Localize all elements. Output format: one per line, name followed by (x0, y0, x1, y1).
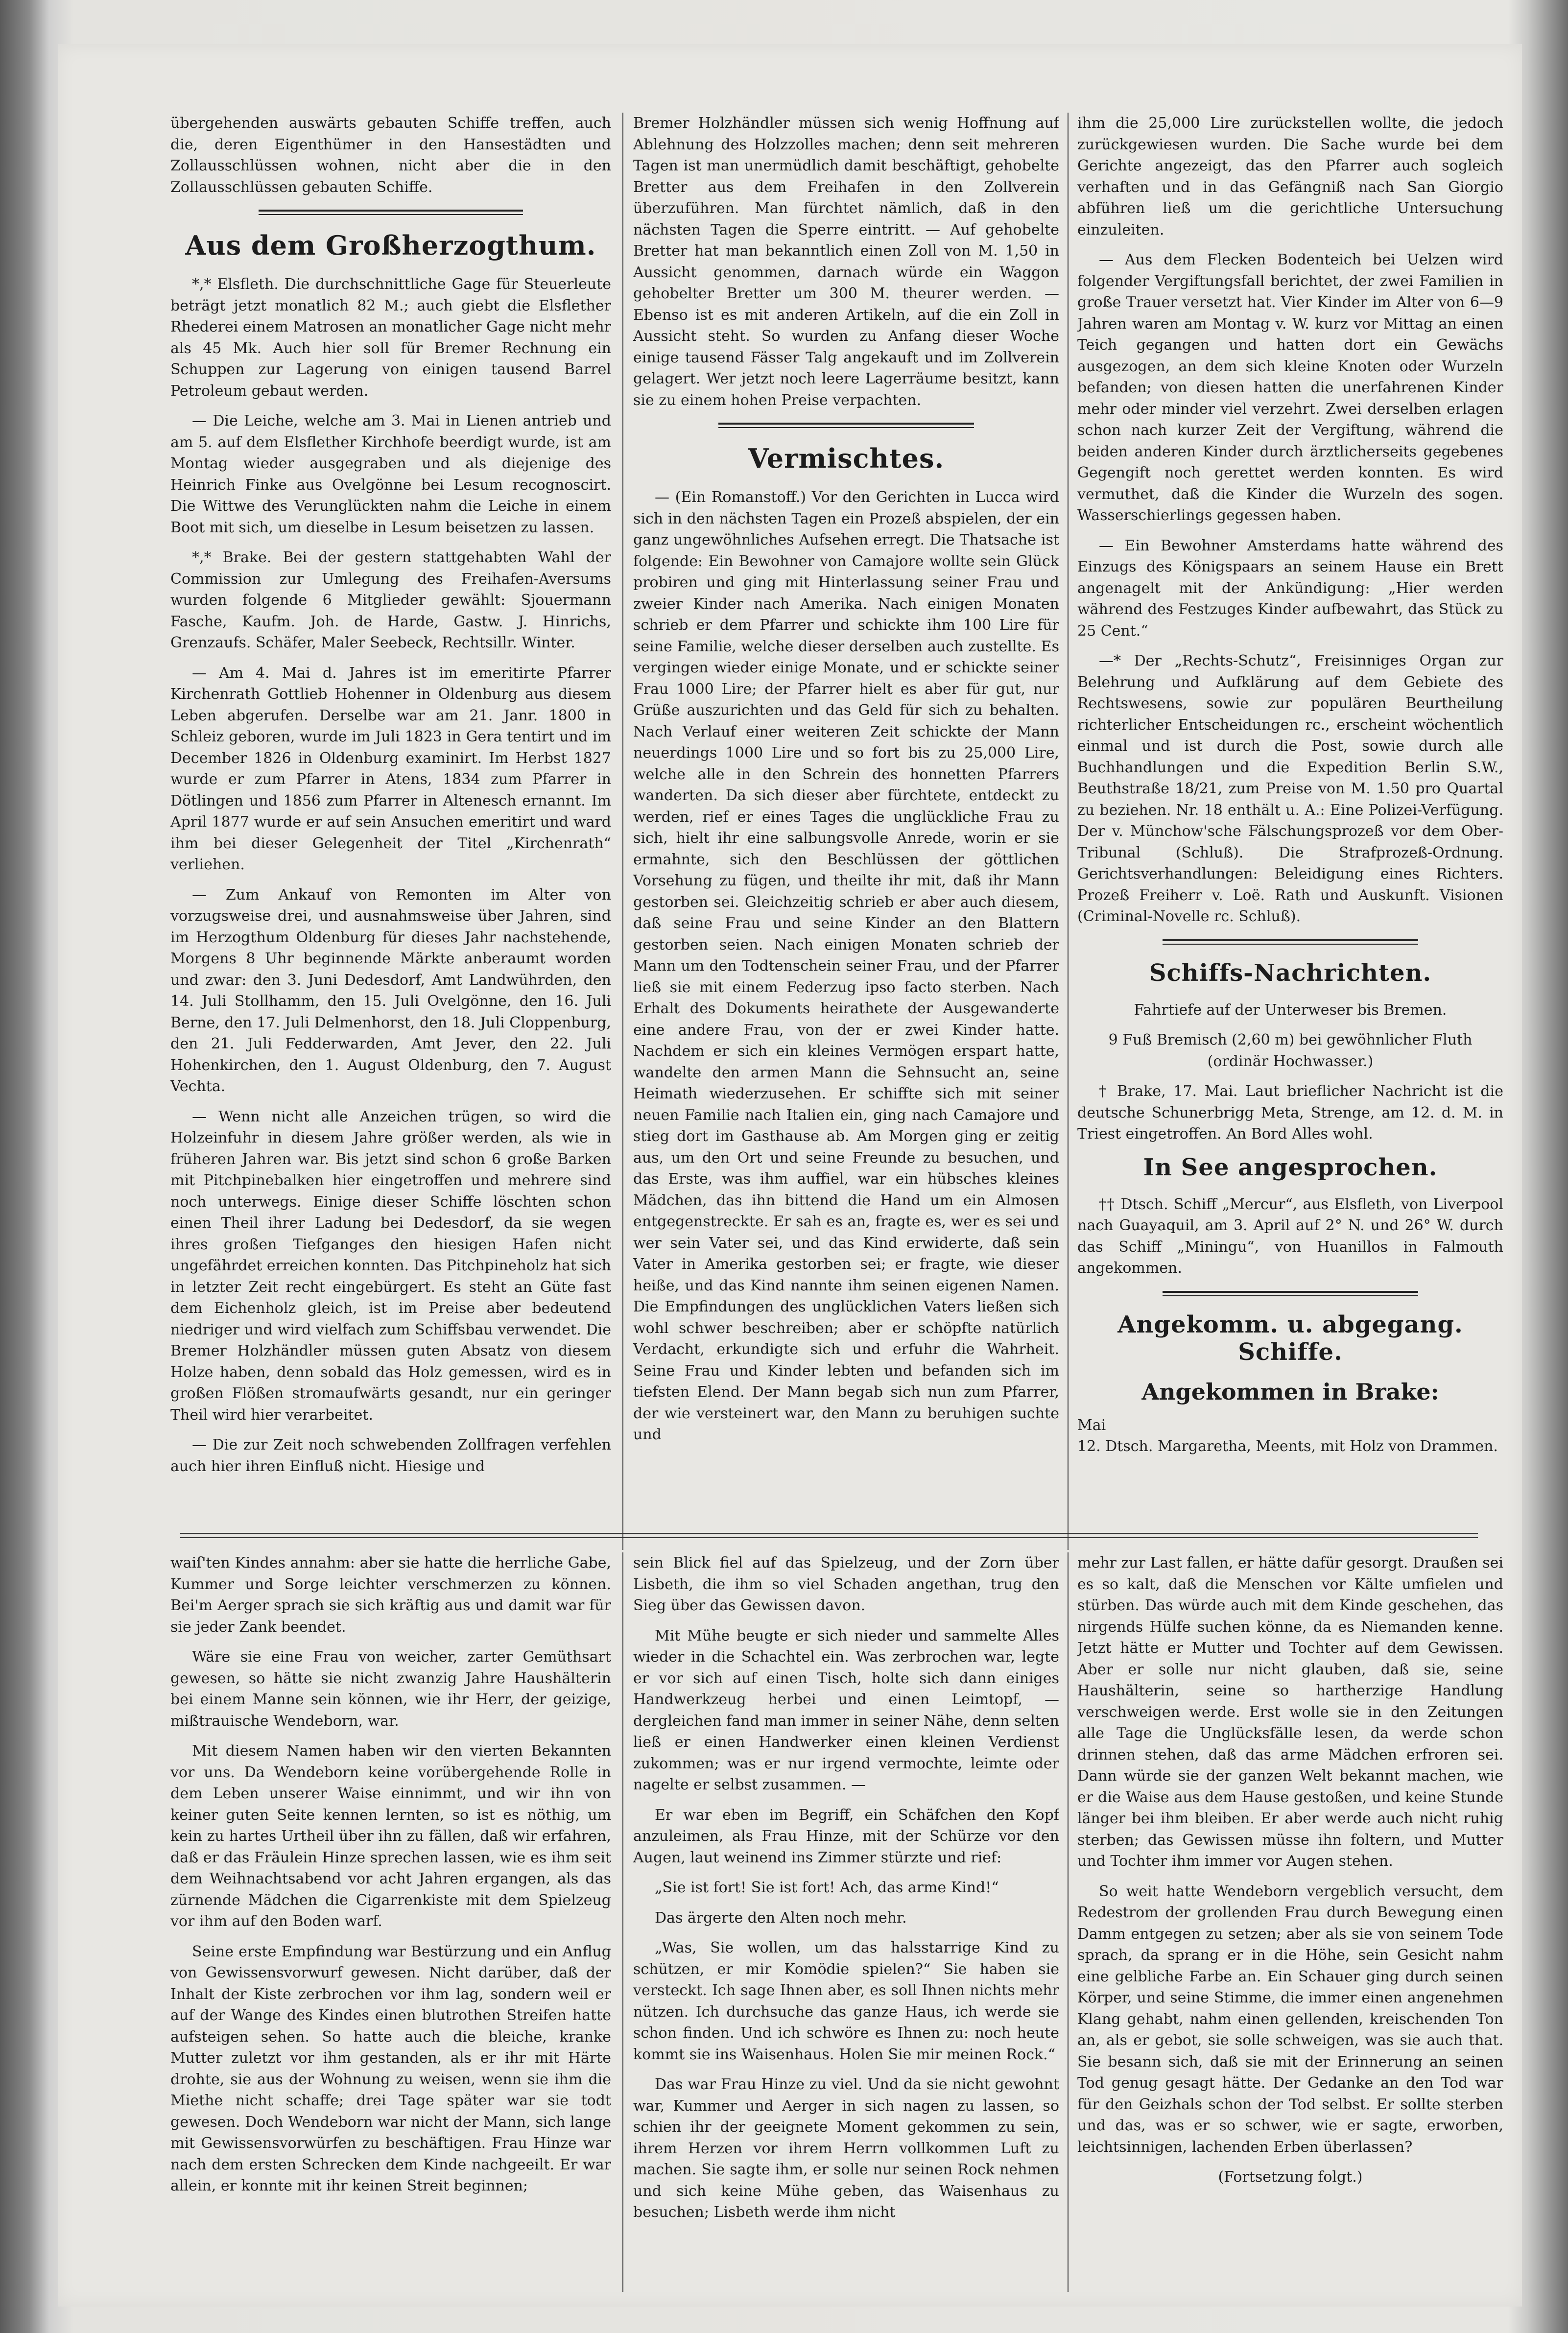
novel-paragraph: Wäre sie eine Frau von weicher, zarter Gemüthsart gewesen, so hätte sie nicht zwanzig Jahre Haushälterin bei einem Manne sein können, wie ihr Herr, der geizige, mißtrauische Wendeborn, war. (170, 1648, 611, 1730)
brake-news: † Brake, 17. Mai. Laut brieflicher Nachricht ist die deutsche Schunerbrigg Meta, Strenge, am 12. d. M. in Triest eingetroffen. An Bord Alles wohl. (1077, 1083, 1503, 1143)
section-rule (1163, 1291, 1418, 1296)
column-rule (622, 1552, 623, 2292)
feuilleton-column-2 (633, 1552, 1059, 2292)
novel-paragraph: Das war Frau Hinze zu viel. Und da sie nicht gewohnt war, Kummer und Aerger in sich nagen zu lassen, so schien ihr der geeignete Moment gekommen zu sein, ihrem Herzen vor ihrem Herrn vollkommen Luft zu machen. Sie sagte ihm, er solle nur seinen Rock nehmen und sich keine Mühe geben, das Waisenhaus zu besuchen; Lisbeth werde ihm nicht (633, 2076, 1059, 2221)
column-rule (1068, 1552, 1069, 2292)
news-item: ihm die 25,000 Lire zurückstellen wollte, die jedoch zurückgewiesen wurden. Die Sache wurde bei dem Gerichte angezeigt, das den Pfarrer auch sogleich verhaften und in das Gefängniß nach San Giorgio abführen ließ um die gerichtliche Untersuchung einzuleiten. (1077, 115, 1503, 238)
news-item: — Aus dem Flecken Bodenteich bei Uelzen wird folgender Vergiftungsfall berichtet, der zwei Familien in große Trauer versetzt hat. Vier Kinder im Alter von 6—9 Jahren waren am Montag v. W. kurz vor Mittag an einen Teich gegangen und hatten dort ein Gewächs ausgezogen, an dem sich kleine Knoten oder Wurzeln befanden; von diesen hatten die unerfahrenen Kinder mehr oder minder viel verzehrt. Zwei derselben erlagen schon nach kurzer Zeit der Vergiftung, während die beiden anderen Kinder durch ärztlicherseits gegebenes Gegengift noch gerettet werden konnten. Es wird vermuthet, daß die Kinder die Wurzeln des sogen. Wasserschierlings gegessen haben. (1077, 251, 1503, 524)
news-item: — Die zur Zeit noch schwebenden Zollfragen verfehlen auch hier ihren Einfluß nicht. Hiesige und (170, 1436, 611, 1475)
novel-paragraph: So weit hatte Wendeborn vergeblich versucht, dem Redestrom der grollenden Frau durch Bewegung einen Damm entgegen zu setzen; aber als sie von seinem Tode sprach, da sprang er in die Höhe, sein Gesicht nahm eine gelbliche Farbe an. Ein Schauer ging durch seinen Körper, und seine Stimme, die immer einen angenehmen Klang gehabt, nahm einen gellenden, kreischenden Ton an, als er gebot, sie solle schweigen, was sie auch that. Sie besann sich, daß sie mit der Erinnerung an seinen Tod genug gesagt hätte. Der Gedanke an den Tod war für den Geizhals schon der Tod selbst. Er sollte sterben und das, was er so schwer, wie er sagte, erworben, leichtsinnigen, lachenden Erben überlassen? (1077, 1882, 1503, 2156)
column-rule (1068, 113, 1069, 1550)
subsection-title-angekommen-brake: Angekommen in Brake: (1141, 1378, 1439, 1405)
section-title-schiffs-nachrichten: Schiffs-Nachrichten. (1149, 959, 1432, 987)
news-item: — Zum Ankauf von Remonten im Alter von vorzugsweise drei, und ausnahmsweise über Jahren, sind im Herzogthum Oldenburg für dieses Jahr nachstehende, Morgens 8 Uhr beginnende Märkte anberaumt worden und zwar: den 3. Juni Dedesdorf, Amt Landwührden, den 14. Juli Stollhamm, den 15. Juli Ovelgönne, den 16. Juli Berne, den 17. Juli Delmenhorst, den 18. Juli Cloppenburg, den 21. Juli Fedderwarden, Amt Jever, den 22. Juli Hohenkirchen, den 1. August Oldenburg, den 7. August Vechta. (170, 886, 611, 1095)
news-item: — Am 4. Mai d. Jahres ist im emeritirte Pfarrer Kirchenrath Gottlieb Hohenner in Oldenburg aus diesem Leben abgerufen. Derselbe war am 21. Janr. 1800 in Schleiz geboren, wurde im Juli 1823 in Gera tentirt und im December 1826 in Oldenburg examinirt. Im Herbst 1827 wurde er zum Pfarrer in Atens, 1834 zum Pfarrer in Dötlingen und 1856 zum Pfarrer in Altenesch ernannt. Im April 1877 wurde er auf sein Ansuchen emeritirt und ward ihm bei dieser Gelegenheit der Titel „Kirchenrath“ verliehen. (170, 664, 611, 873)
novel-paragraph: Er war eben im Begriff, ein Schäfchen den Kopf anzuleimen, als Frau Hinze, mit der Schürze vor den Augen, laut weinend ins Zimmer stürzte und rief: (633, 1806, 1059, 1866)
continuation-note: (Fortsetzung folgt.) (1218, 2168, 1363, 2186)
novel-paragraph: Das ärgerte den Alten noch mehr. (655, 1909, 907, 1927)
novel-paragraph: Seine erste Empfindung war Bestürzung und ein Anflug von Gewissensvorwurf gewesen. Nicht darüber, daß der Inhalt der Kiste zerbrochen vor ihm lag, sondern weil er auf der Wange des Kindes einen blutrothen Streifen hatte aufsteigen sehen. So hatte auch die bleiche, kranke Mutter zuletzt vor ihm gestanden, als er ihr mit Härte drohte, sie aus der Wohnung zu weisen, wenn sie ihm die Miethe nicht schaffe; drei Tage später war sie todt gewesen. Doch Wendeborn war nicht der Mann, sich lange mit Gewissensvorwürfen zu beschäftigen. Frau Hinze war nach dem ersten Schrecken dem Kinde nachgeeilt. Er war allein, er konnte mit ihr keinen Streit beginnen; (170, 1943, 611, 2194)
news-item: — Die Leiche, welche am 3. Mai in Lienen antrieb und am 5. auf dem Elsflether Kirchhofe beerdigt wurde, ist am Montag wieder ausgegraben und als diejenige des Heinrich Finke aus Ovelgönne bei Lesum recognoscirt. Die Wittwe des Verunglückten nahm die Leiche in einem Boot mit sich, um dieselbe in Lesum beisetzen zu lassen. (170, 412, 611, 536)
article-continuation: übergehenden auswärts gebauten Schiffe treffen, auch die, deren Eigenthümer in den Hansestädten und Zollausschlüssen wohnen, nicht aber die in den Zollausschlüssen gebauten Schiffe. (170, 115, 611, 196)
novel-paragraph: Mit diesem Namen haben wir den vierten Bekannten vor uns. Da Wendeborn keine vorübergehende Rolle in dem Leben unserer Waise einnimmt, und wir ihn von keiner guten Seite kennen lernten, so ist es nöthig, um kein zu hartes Urtheil über ihn zu fällen, daß wir erfahren, daß er das Fräulein Hinze sprechen lassen, wie es ihm seit dem Weihnachtsabend vor acht Jahren ergangen, als das zürnende Mädchen die Cigarrenkiste mit dem Spielzeug vor ihm auf den Boden warf. (170, 1742, 611, 1930)
feuilleton-column-1 (170, 1552, 611, 2292)
section-rule (259, 210, 523, 215)
news-item: *,* Brake. Bei der gestern stattgehabten Wahl der Commission zur Umlegung des Freihafen-Aversums wurden folgende 6 Mitglieder gewählt: Sjouermann Fasche, Kaufm. Joh. de Harde, Gastw. J. Hinrichs, Grenzaufs. Schäfer, Maler Seebeck, Rechtsillr. Winter. (170, 549, 611, 651)
fahrtiefe-text: 9 Fuß Bremisch (2,60 m) bei gewöhnlicher Fluth (ordinär Hochwasser.) (1108, 1031, 1473, 1070)
novel-paragraph: waiſ'ten Kindes annahm: aber sie hatte die herrliche Gabe, Kummer und Sorge leichter verschmerzen zu können. Bei'm Aerger sprach sie sich kräftig aus und damit war für sie jeder Zank beendet. (170, 1554, 611, 1636)
section-title-vermischtes: Vermischtes. (748, 443, 945, 474)
section-title-grossherzogthum: Aus dem Großherzogthum. (185, 230, 596, 261)
section-title-angekommen-abgegangen: Angekomm. u. abgegang. Schiffe. (1117, 1310, 1463, 1366)
novel-paragraph: sein Blick fiel auf das Spielzeug, und der Zorn über Lisbeth, die ihm so viel Schaden angethan, trug den Sieg über das Gewissen davon. (633, 1554, 1059, 1614)
news-item: — Ein Bewohner Amsterdams hatte während des Einzugs des Königspaars an seinem Hause ein Brett angenagelt mit der Ankündigung: „Hier werden während des Festzuges Kinder aufbewahrt, das Stück zu 25 Cent.“ (1077, 537, 1503, 640)
novel-paragraph: Mit Mühe beugte er sich nieder und sammelte Alles wieder in die Schachtel ein. Was zerbrochen war, legte er vor sich auf einen Tisch, holte sich dann einiges Handwerkzeug herbei und einen Leimtopf, — dergleichen fand man immer in seiner Nähe, denn selten ließ er einen Handwerker einen kleinen Verdienst zukommen; was er nur irgend vermochte, leimte oder nagelte er selbst zusammen. — (633, 1627, 1059, 1793)
news-item: —* Der „Rechts-Schutz“, Freisinniges Organ zur Belehrung und Aufklärung auf dem Gebiete des Rechtswesens, sowie zur populären Beurtheilung richterlicher Entscheidungen rc., erscheint wöchentlich einmal und ist durch die Post, sowie durch alle Buchhandlungen und die Expedition Berlin S.W., Beuthstraße 18/21, zum Preise von M. 1.50 pro Quartal zu beziehen. Nr. 18 enthält u. A.: Eine Polizei-Verfügung. Der v. Münchow'sche Fälschungsprozeß vor dem Ober-Tribunal (Schluß). Die Strafprozeß-Ordnung. Gerichtsverhandlungen: Beleidigung eines Richters. Prozeß Freiherr v. Loë. Rath und Auskunft. Visionen (Criminal-Novelle rc. Schluß). (1077, 652, 1503, 925)
column-rule (622, 113, 623, 1550)
news-item: — (Ein Romanstoff.) Vor den Gerichten in Lucca wird sich in den nächsten Tagen ein Prozeß abspielen, der ein ganz ungewöhnliches Aufsehen erregt. Die Thatsache ist folgende: Ein Bewohner von Camajore wollte sein Glück probiren und ging mit Hinterlassung seiner Frau und zweier Kinder nach Amerika. Nach einigen Monaten schrieb er dem Pfarrer und schickte ihm 100 Lire für seine Familie, welche dieser derselben auch zustellte. Es vergingen wieder einige Monate, und er schickte seiner Frau 1000 Lire; der Pfarrer hielt es aber für gut, nur Grüße auszurichten und das Geld für sich zu behalten. Nach Verlauf einer weiteren Zeit schickte der Mann neuerdings 1000 Lire und so fort bis zu 25,000 Lire, welche alle in den Schrein des honnetten Pfarrers wanderten. Da sich dieser aber fürchtete, entdeckt zu werden, rief er eines Tages die unglückliche Frau zu sich, hielt ihr eine salbungsvolle Anrede, worin er sie ermahnte, sich den Beschlüssen der göttlichen Vorsehung zu fügen, und theilte ihr mit, daß ihr Mann gestorben sei. Gleichzeitig schrieb er aber auch diesem, daß seine Frau und seine Kinder an den Blattern gestorben seien. Nach einigen Monaten schrieb der Mann um den Todtenschein seiner Frau, und der Pfarrer ließ sie mit einem Federzug ipso facto sterben. Nach Erhalt des Dokuments heirathete der Ausgewanderte eine andere Frau, von der er zwei Kinder hatte. Nachdem er sich ein kleines Vermögen erspart hatte, wandelte den armen Mann die Sehnsucht an, seine Heimath wiederzusehen. Er schiffte sich mit seiner neuen Familie nach Italien ein, ging nach Camajore und stieg dort im Gasthause ab. Am Morgen ging er zeitig aus, um den Ort und seine Freunde zu besuchen, und das Erste, was ihm auffiel, war ein hübsches kleines Mädchen, das ihn bittend die Hand um ein Almosen entgegenstreckte. Er sah es an, fragte es, wer es sei und wer sein Vater sei, und das Kind erwiderte, daß sein Vater in Amerika gestorben sei; er fragte, wie dieser heiße, und das Kind nannte ihm seinen eigenen Namen. Die Empfindungen des unglücklichen Vaters ließen sich wohl schwer beschreiben; aber er schöpfte natürlich Verdacht, erkundigte sich und erfuhr die Wahrheit. Seine Frau und Kinder lebten und befanden sich im tiefsten Elend. Der Mann begab sich nun zum Pfarrer, der wie versteinert war, den Mann zu beruhigen suchte und (633, 489, 1059, 1443)
column-1 (170, 113, 611, 1528)
feuilleton-divider (180, 1533, 1478, 1538)
novel-paragraph: „Sie ist fort! Sie ist fort! Ach, das arme Kind!“ (655, 1879, 999, 1896)
novel-paragraph: mehr zur Last fallen, er hätte dafür gesorgt. Draußen sei es so kalt, daß die Menschen vor Kälte umfielen und stürben. Das würde auch mit dem Kinde geschehen, das nirgends Hülfe suchen könne, da es Niemanden kenne. Jetzt hätte er Mutter und Tochter auf dem Gewissen. Aber er solle nur nicht glauben, daß sie, seine Haushälterin, seine so hartherzige Handlung verschweigen werde. Erst wolle sie in den Zeitungen alle Tage die Unglücksfälle lesen, da werde schon drinnen stehen, daß das arme Mädchen erfroren sei. Dann würde sie der ganzen Welt bekannt machen, wie er die Waise aus dem Hause gestoßen, und keine Stunde länger bei ihm bleiben. Er aber werde auch nicht ruhig sterben; das Gewissen müsse ihn foltern, und Mutter und Tochter ihm immer vor Augen stehen. (1077, 1554, 1503, 1870)
in-see-text: †† Dtsch. Schiff „Mercur“, aus Elsfleth, von Liverpool nach Guayaquil, am 3. April auf 2° N. und 26° W. durch das Schiff „Miningu“, von Huanillos in Falmouth angekommen. (1077, 1195, 1503, 1277)
arrivals-list: Mai 12. Dtsch. Margaretha, Meents, mit Holz von Drammen. (1077, 1416, 1498, 1455)
newspaper-page (58, 44, 1522, 2307)
section-title-in-see: In See angesprochen. (1143, 1153, 1438, 1181)
fahrtiefe-title: Fahrtiefe auf der Unterweser bis Bremen. (1134, 1001, 1447, 1019)
article-continuation: Bremer Holzhändler müssen sich wenig Hoffnung auf Ablehnung des Holzzolles machen; denn seit mehreren Tagen ist man unermüdlich damit beschäftigt, gehobelte Bretter aus dem Freihafen in den Zollverein überzuführen. Man fürchtet nämlich, daß in den nächsten Tagen die Sperre eintritt. — Auf gehobelte Bretter hat man bekanntlich einen Zoll von M. 1,50 in Aussicht genommen, darnach würde ein Waggon gehobelter Bretter um 300 M. theurer werden. — Ebenso ist es mit anderen Artikeln, auf die ein Zoll in Aussicht steht. So wurden zu Anfang dieser Woche einige tausend Fässer Talg angekauft und im Zollverein gelagert. Wer jetzt noch leere Lagerräume besitzt, kann sie zu einem hohen Preise verpachten. (633, 115, 1059, 409)
column-3 (1077, 113, 1503, 1528)
column-2 (633, 113, 1059, 1528)
feuilleton-column-3 (1077, 1552, 1503, 2292)
news-item: — Wenn nicht alle Anzeichen trügen, so wird die Holzeinfuhr in diesem Jahre größer werden, als wie in früheren Jahren war. Bis jetzt sind schon 6 große Barken mit Pitchpinebalken hier eingetroffen und mehrere sind noch unterwegs. Einige dieser Schiffe löschten schon einen Theil ihrer Ladung bei Dedesdorf, da sie wegen ihres großen Tiefganges den hiesigen Hafen nicht ungefährdet erreichen konnten. Das Pitchpineholz hat sich in letzter Zeit recht eingebürgert. Es steht an Güte fast dem Eichenholz gleich, ist im Preise aber bedeutend niedriger und wird vielfach zum Schiffsbau verwendet. Die Bremer Holzhändler müssen guten Absatz von diesem Holze haben, denn sobald das Holz gemessen, wird es in großen Flößen stromaufwärts gesandt, nur ein geringer Theil wird hier verarbeitet. (170, 1108, 611, 1424)
section-rule (1163, 939, 1418, 945)
section-rule (718, 423, 974, 428)
news-item: *,* Elsfleth. Die durchschnittliche Gage für Steuerleute beträgt jetzt monatlich 82 M.; auch giebt die Elsflether Rhederei einem Matrosen an monatlicher Gage nicht mehr als 45 Mk. Auch hier soll für Bremer Rechnung ein Schuppen zur Lagerung von einigen tausend Barrel Petroleum gebaut werden. (170, 276, 611, 400)
novel-paragraph: „Was, Sie wollen, um das halsstarrige Kind zu schützen, er mir Komödie spielen?“ Sie haben sie versteckt. Ich sage Ihnen aber, es soll Ihnen nichts mehr nützen. Ich durchsuche das ganze Haus, ich werde sie schon finden. Und ich schwöre es Ihnen zu: noch heute kommt sie ins Waisenhaus. Holen Sie mir meinen Rock.“ (633, 1939, 1059, 2063)
